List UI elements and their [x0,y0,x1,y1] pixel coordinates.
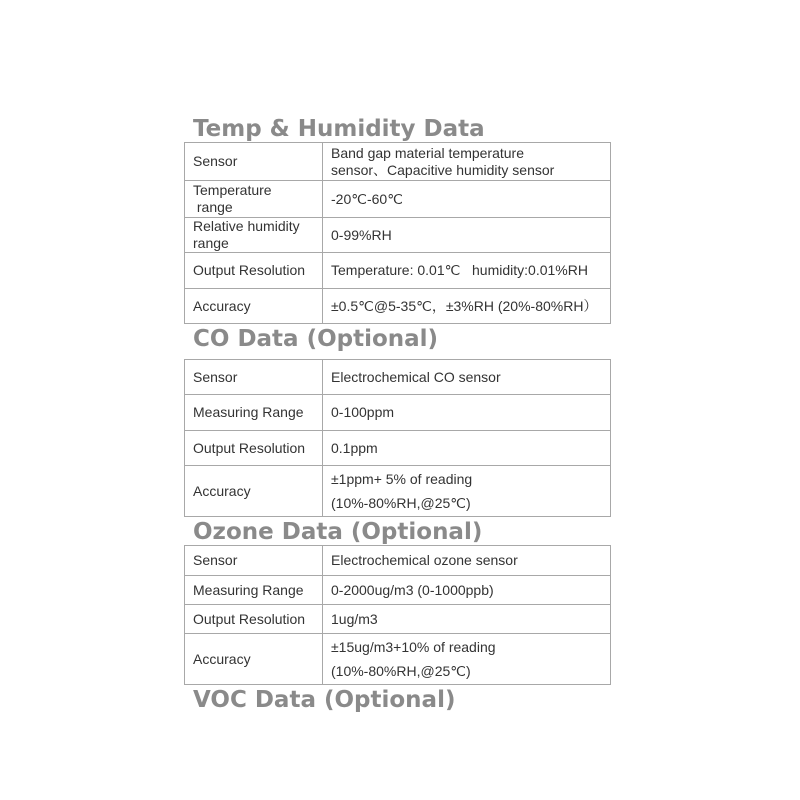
row-value: Band gap material temperature sensor、Capacitive humidity sensor [323,143,611,181]
row-value: Electrochemical ozone sensor [323,546,611,576]
table-row [185,395,611,431]
row-label: Accuracy [185,466,323,517]
row-label: Output Resolution [185,431,323,466]
ozone-table [184,545,611,685]
row-value: -20℃-60℃ [323,181,611,218]
table-row [185,546,611,576]
row-label: Sensor [185,360,323,395]
row-label: Sensor [185,143,323,181]
row-label: Accuracy [185,289,323,324]
row-label: Output Resolution [185,605,323,634]
table-row [185,218,611,253]
row-value: 0-100ppm [323,395,611,431]
row-label: Measuring Range [185,395,323,431]
table-row [185,360,611,395]
row-label: Measuring Range [185,576,323,605]
row-label: Relative humidity range [185,218,323,253]
row-label: Accuracy [185,634,323,685]
row-label: Output Resolution [185,253,323,289]
row-label: Sensor [185,546,323,576]
table-row [185,431,611,466]
co-table [184,359,611,517]
row-value: ±15ug/m3+10% of reading (10%-80%RH,@25℃) [323,634,611,685]
row-value: ±0.5℃@5-35℃，±3%RH (20%-80%RH） [323,289,611,324]
row-value: ±1ppm+ 5% of reading (10%-80%RH,@25℃) [323,466,611,517]
table-row [185,466,611,517]
table-row [185,253,611,289]
table-row [185,143,611,181]
table-row [185,634,611,685]
temp-humidity-table [184,142,611,324]
row-label: Temperature range [185,181,323,218]
row-value: Temperature: 0.01℃ humidity:0.01%RH [323,253,611,289]
table-row [185,181,611,218]
section-title-temp-humidity: Temp & Humidity Data [193,116,485,142]
row-value: 1ug/m3 [323,605,611,634]
row-value: 0-2000ug/m3 (0-1000ppb) [323,576,611,605]
table-row [185,605,611,634]
table-row [185,289,611,324]
section-title-ozone: Ozone Data (Optional) [193,519,483,545]
section-title-cut-off: VOC Data (Optional) [193,687,456,713]
section-title-co: CO Data (Optional) [193,326,439,352]
row-value: Electrochemical CO sensor [323,360,611,395]
row-value: 0-99%RH [323,218,611,253]
table-row [185,576,611,605]
row-value: 0.1ppm [323,431,611,466]
